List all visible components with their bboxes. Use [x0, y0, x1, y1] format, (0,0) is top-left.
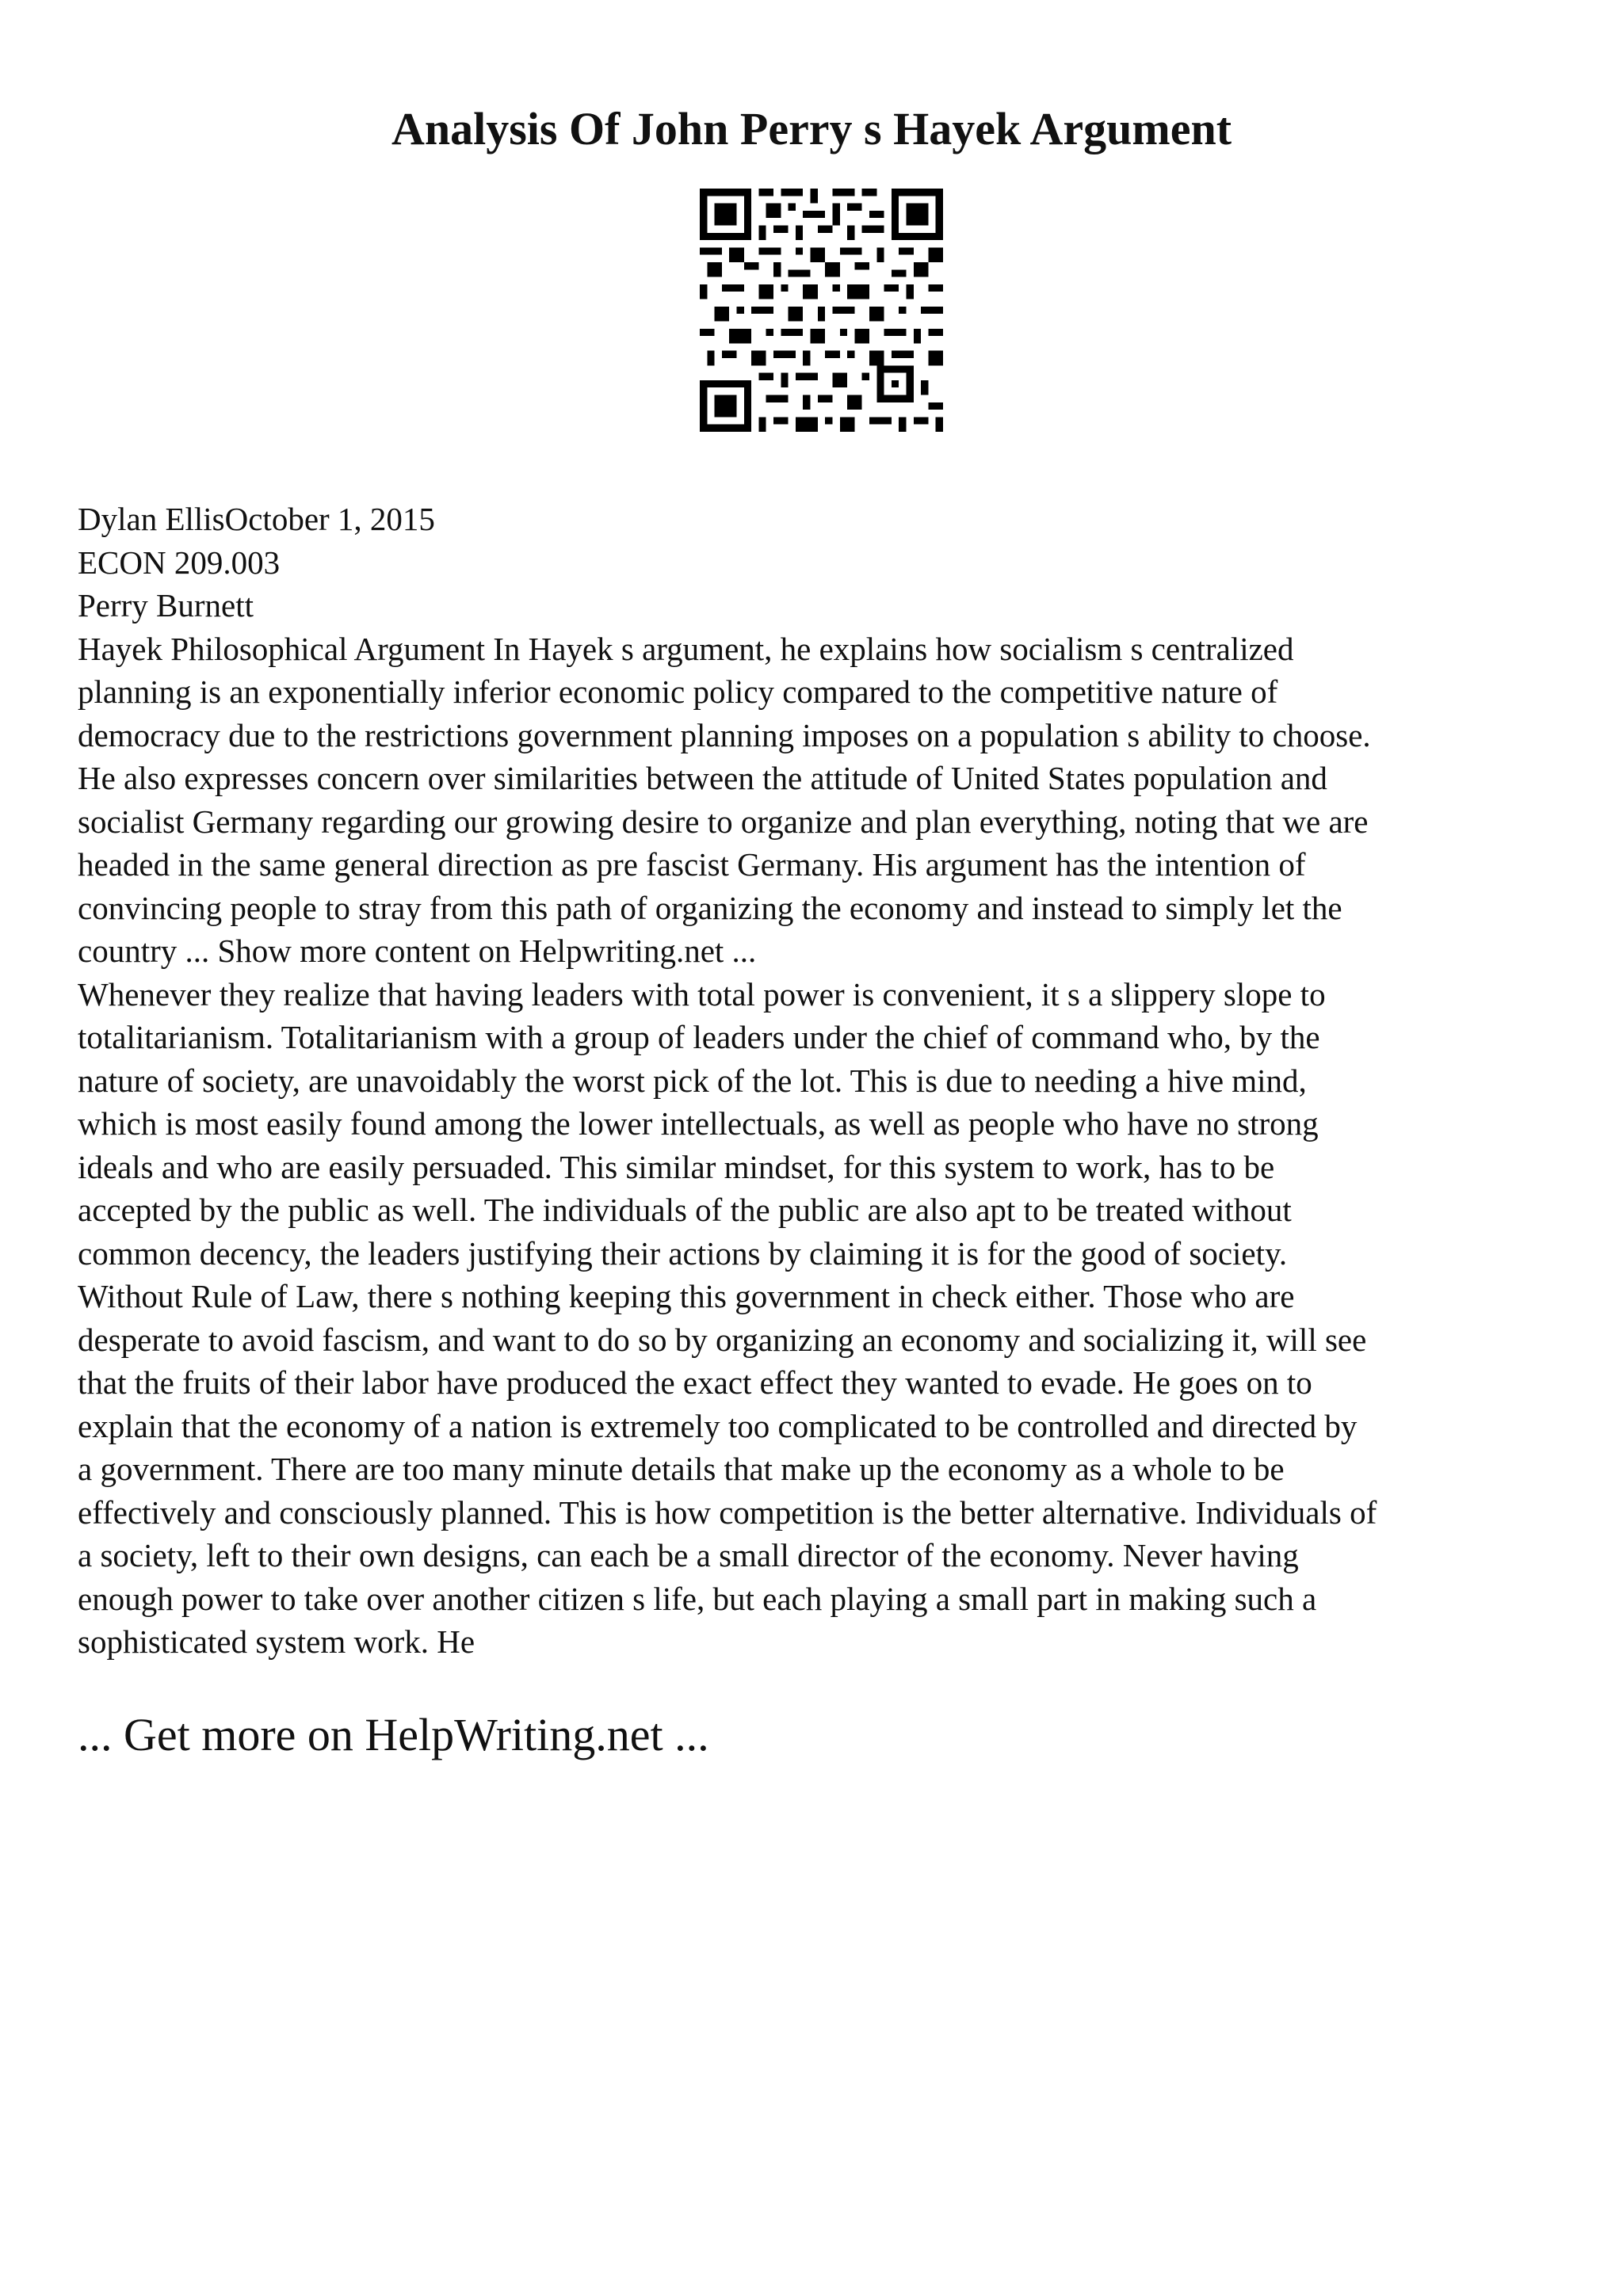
text-line: planning is an exponentially inferior economic policy compared to the competitive nature of: [78, 673, 1278, 710]
text-line: sophisticated system work. He: [78, 1623, 475, 1660]
text-line: a society, left to their own designs, can each be a small director of the economy. Never having: [78, 1537, 1299, 1573]
document-title: Analysis Of John Perry s Hayek Argument: [391, 103, 1232, 154]
text-line: convincing people to stray from this path of organizing the economy and instead to simply let the: [78, 889, 1342, 926]
text-line: He also expresses concern over similarities between the attitude of United States population and: [78, 760, 1327, 796]
course-line: ECON 209.003: [78, 543, 281, 581]
document-body: [78, 498, 1568, 1664]
text-line: Hayek Philosophical Argument In Hayek s argument, he explains how socialism s centralized: [78, 630, 1294, 667]
paragraph-2: [78, 973, 1568, 1664]
text-line: Without Rule of Law, there s nothing keeping this government in check either. Those who are: [78, 1278, 1295, 1314]
qr-code-icon: [700, 189, 943, 432]
text-line: explain that the economy of a nation is extremely too complicated to be controlled and directed by: [78, 1407, 1358, 1444]
instructor-line: Perry Burnett: [78, 587, 254, 624]
text-line: desperate to avoid fascism, and want to do so by organizing an economy and socializing it, will see: [78, 1321, 1367, 1358]
get-more-link[interactable]: ... Get more on HelpWriting.net ...: [78, 1709, 709, 1760]
text-line: democracy due to the restrictions government planning imposes on a population s ability to choose.: [78, 716, 1371, 753]
text-line: nature of society, are unavoidably the worst pick of the lot. This is due to needing a hive mind,: [78, 1062, 1307, 1099]
text-line: a government. There are too many minute details that make up the economy as a whole to be: [78, 1451, 1285, 1487]
paragraph-1: [78, 627, 1568, 973]
text-line: that the fruits of their labor have produced the exact effect they wanted to evade. He goes on to: [78, 1364, 1312, 1401]
text-line: socialist Germany regarding our growing desire to organize and plan everything, noting that we are: [78, 803, 1369, 840]
text-line: effectively and consciously planned. This is how competition is the better alternative. Individuals of: [78, 1493, 1377, 1531]
text-line: Whenever they realize that having leaders with total power is convenient, it s a slippery slope to: [78, 975, 1326, 1013]
document-header: [78, 498, 1568, 627]
text-line: common decency, the leaders justifying their actions by claiming it is for the good of society.: [78, 1234, 1288, 1272]
text-line: enough power to take over another citizen s life, but each playing a small part in making such a: [78, 1580, 1317, 1617]
text-line: ideals and who are easily persuaded. This similar mindset, for this system to work, has to be: [78, 1148, 1275, 1185]
text-line: totalitarianism. Totalitarianism with a group of leaders under the chief of command who, by the: [78, 1019, 1320, 1055]
text-line: country ... Show more content on Helpwriting.net ...: [78, 933, 757, 969]
text-line: headed in the same general direction as pre fascist Germany. His argument has the intention of: [78, 846, 1306, 883]
text-line: which is most easily found among the lower intellectuals, as well as people who have no strong: [78, 1105, 1319, 1142]
text-line: accepted by the public as well. The individuals of the public are also apt to be treated without: [78, 1192, 1292, 1228]
author-date-line: Dylan EllisOctober 1, 2015: [78, 501, 435, 537]
